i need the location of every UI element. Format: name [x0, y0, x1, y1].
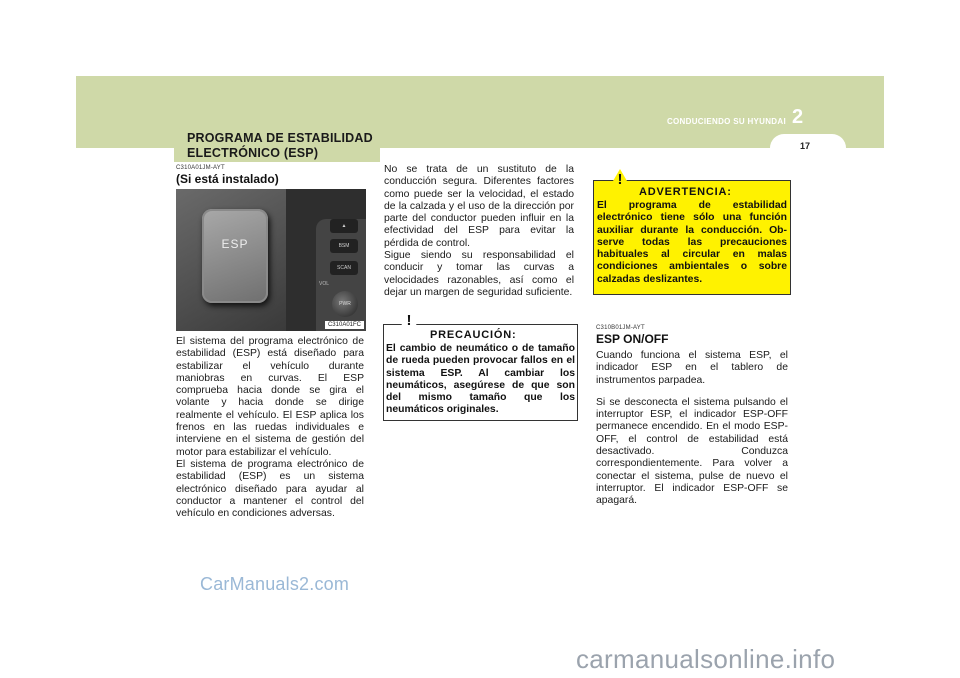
col1-paragraph1: El sistema del programa electrónico de estabilidad (ESP) está diseñado para estabilizar el vehículo durante maniobras en curvas. El ESP comprueba hacia donde se gira el volante y hacia donde se dirige realmente el vehículo. El ESP aplica los frenos en las ruedas individuales e interviene en el sistema de gestión del motor para estabilizar el vehículo. — [176, 336, 364, 458]
section-title-line1: PROGRAMA DE ESTABILIDAD — [187, 131, 373, 145]
caution-box — [383, 312, 578, 421]
panel-eject-button: ▲ — [330, 219, 358, 233]
col1-text — [176, 336, 364, 520]
image-code: C310A01FC — [325, 321, 364, 329]
col2-paragraph2: Sigue siendo su responsabilidad el conducir y tomar las curvas a velocidades razonables, así como el dejar un margen de seguridad suficiente. — [384, 250, 574, 298]
section-title — [187, 131, 387, 161]
section-title-line2: ELECTRÓNICO (ESP) — [187, 146, 319, 160]
esp-onoff-title: ESP ON/OFF — [596, 332, 669, 346]
panel-button-bsm: BSM — [330, 239, 358, 253]
chapter-title: CONDUCIENDO SU HYUNDAI — [666, 117, 786, 126]
col3-paragraph1: Cuando funciona el sistema ESP, el indicador ESP en el tablero de instrumentos parpadea. — [596, 350, 788, 386]
esp-switch-photo — [176, 189, 366, 331]
chapter-number: 2 — [792, 106, 804, 128]
warning-icon: ! — [617, 171, 623, 188]
warning-box — [593, 171, 791, 295]
esp-onoff-code: C310B01JM-AYT — [596, 325, 645, 331]
col3-spacer — [596, 387, 788, 397]
caution-warning-icon: ! — [406, 312, 412, 329]
section-code: C310A01JM-AYT — [176, 165, 225, 171]
page-number: 17 — [799, 141, 810, 151]
warning-text: El programa de estabilidad electrónico tiene sólo una función auxiliar durante la conducción. Ob-serve todas las precauciones habituales al circular en malas condiciones ambientales o sobre calzadas deslizantes. — [597, 200, 787, 285]
col3-text — [596, 350, 788, 508]
col2-text — [384, 164, 574, 299]
caution-text: El cambio de neumático o de tamaño de rueda pueden provocar fallos en el sistema ESP. Al cambiar los neumáticos, asegúrese de que son del mismo tamaño que los neumáticos originales. — [386, 343, 575, 416]
panel-vol-label: VOL — [319, 281, 330, 287]
warning-heading: ADVERTENCIA: — [639, 186, 732, 198]
section-subtitle: (Si está instalado) — [176, 172, 279, 186]
col3-paragraph2: Si se desconecta el sistema pulsando el interruptor ESP, el indicador ESP-OFF permanece encendido. En el modo ESP-OFF, el control de estabilidad está desactivado. Conduzca correspondientemente. Para volver a conectar el sistema, pulse de nuevo el interruptor. El indicador ESP-OFF se apagará. — [596, 396, 788, 507]
panel-button-scan: SCAN — [330, 261, 358, 275]
col1-paragraph2: El sistema de programa electrónico de estabilidad (ESP) es un sistema electrónico diseñado para ayudar al conductor a mantener el control del vehículo en condiciones adversas. — [176, 458, 364, 520]
pwr-knob: PWR — [332, 291, 358, 317]
esp-switch-label: ESP — [221, 237, 249, 251]
esp-switch-button — [202, 209, 268, 303]
watermark-carmanuals2[interactable]: CarManuals2.com — [200, 574, 350, 594]
watermark-carmanualsonline[interactable]: carmanualsonline.info — [576, 644, 836, 674]
caution-heading: PRECAUCIÓN: — [430, 329, 517, 341]
col2-paragraph1: No se trata de un sustituto de la conducción segura. Diferentes factores como puede ser la velocidad, el estado de la calzada y el uso de la dirección por parte del conductor pueden influir en la efectividad del ESP para evitar la pérdida de control. — [384, 164, 574, 249]
